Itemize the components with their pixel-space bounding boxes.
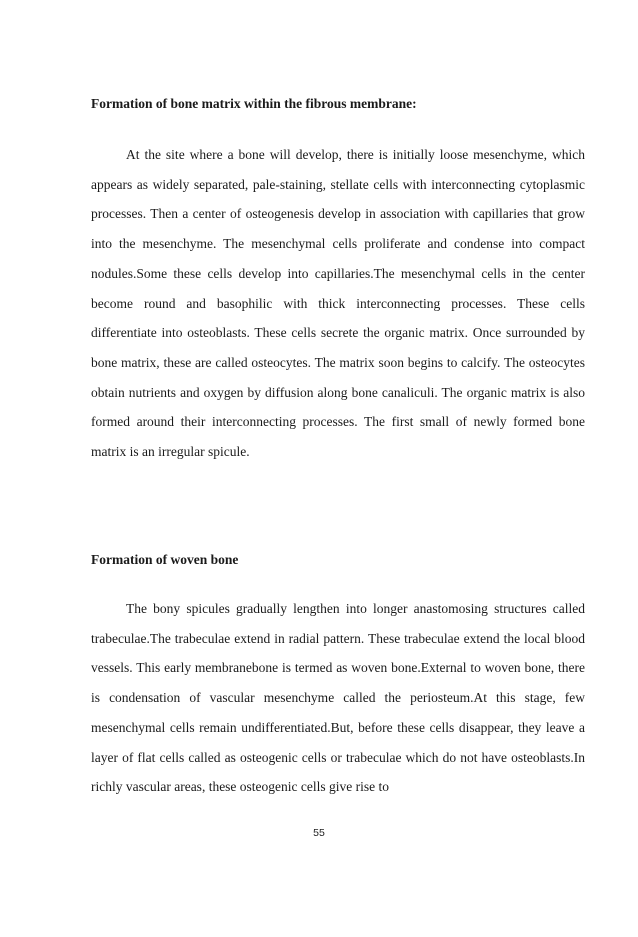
paragraph-woven-bone: The bony spicules gradually lengthen into longer anastomosing structures called trabeculae.The trabeculae extend in radial pattern. These trabeculae extend the local blood vessels. This early membranebone is termed as woven bone.External to woven bone, there is condensation of vascular mesenchyme called the periosteum.At this stage, few mesenchymal cells remain undifferentiated.But, before these cells disappear, they leave a layer of flat cells called as osteogenic cells or trabeculae which do not have osteoblasts.In richly vascular areas, these osteogenic cells give rise to [91, 601, 585, 795]
paragraph-bone-matrix: At the site where a bone will develop, there is initially loose mesenchyme, which appears as widely separated, pale-staining, stellate cells with interconnecting cytoplasmic processes. Then a center of osteogenesis develop in association with capillaries that grow into the mesenchyme. The mesenchymal cells proliferate and condense into compact nodules.Some these cells develop into capillaries.The mesenchymal cells in the center become round and basophilic with thick interconnecting processes. These cells differentiate into osteoblasts. These cells secrete the organic matrix. Once surrounded by bone matrix, these are called osteocytes. The matrix soon begins to calcify. The osteocytes obtain nutrients and oxygen by diffusion along bone canaliculi. The organic matrix is also formed around their interconnecting processes. The first small of newly formed bone matrix is an irregular spicule. [91, 147, 585, 460]
section-heading-bone-matrix: Formation of bone matrix within the fibrous membrane: [91, 96, 417, 111]
section-heading-woven-bone: Formation of woven bone [91, 552, 239, 567]
page-number: 55 [313, 827, 325, 839]
